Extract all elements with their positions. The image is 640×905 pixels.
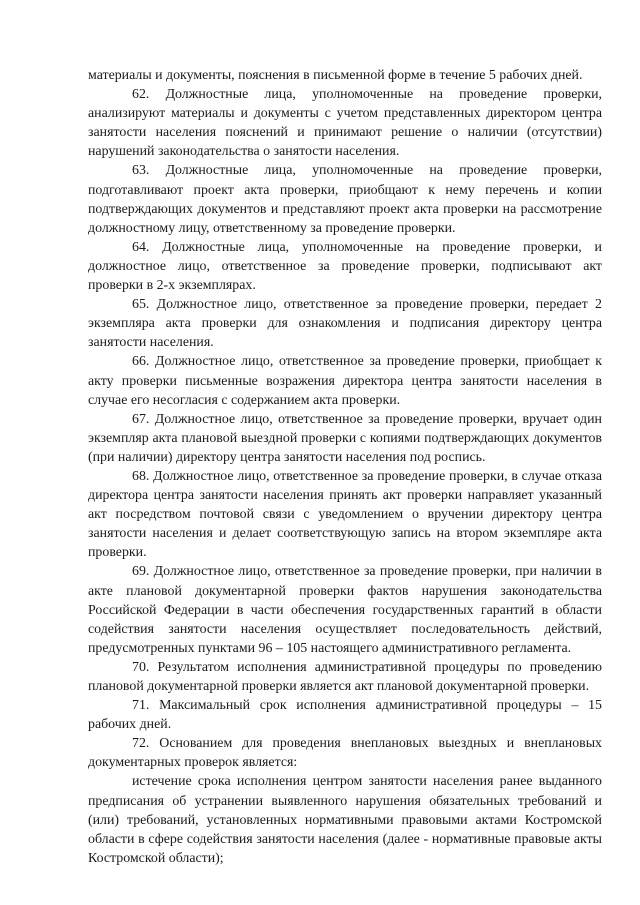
paragraph-68: 68. Должностное лицо, ответственное за проведение проверки, в случае отказа директора центра занятости населения принять акт проверки направляет указанный акт посредством почтовой связи с уведомлением о вручении директору центра занятости населения и делает соответствующую запись на втором экземпляре акта проверки. (88, 468, 602, 561)
paragraph-64: 64. Должностные лица, уполномоченные на проведение проверки, и должностное лицо, ответственное за проведение проверки, подписывают акт проверки в 2-х экземплярах. (88, 239, 602, 294)
paragraph-continuation: материалы и документы, пояснения в письменной форме в течение 5 рабочих дней. (88, 68, 583, 83)
paragraph-65: 65. Должностное лицо, ответственное за проведение проверки, передает 2 экземпляра акта проверки для ознакомления и подписания директору центра занятости населения. (88, 297, 602, 351)
paragraph-69: 69. Должностное лицо, ответственное за проведение проверки, при наличии в акте плановой документарной проверки фактов нарушения законодательства Российской Федерации в части обеспечения государственных гарантий в области содействия занятости населения осуществляет последовательность действий, предусмотренных пунктами 96 – 105 настоящего административного регламента. (88, 564, 602, 656)
paragraph-70: 70. Результатом исполнения административной процедуры по проведению плановой документарной проверки является акт плановой документарной проверки. (88, 659, 602, 694)
paragraph-67: 67. Должностное лицо, ответственное за проведение проверки, вручает один экземпляр акта плановой выездной проверки с копиями подтверждающих документов (при наличии) директору центра занятости населения под роспись. (88, 411, 602, 465)
paragraph-66: 66. Должностное лицо, ответственное за проведение проверки, приобщает к акту проверки письменные возражения директора центра занятости населения в случае его несогласия с содержанием акта проверки. (88, 354, 602, 408)
paragraph-72: 72. Основанием для проведения внеплановых выездных и внеплановых документарных проверок является: (88, 736, 602, 771)
paragraph-72-item: истечение срока исполнения центром занятости населения ранее выданного предписания об устранении выявленного нарушения обязательных требований и (или) требований, установленных нормативными правовыми актами Костромской области в сфере содействия занятости населения (далее - нормативные правовые акты Костромской области); (88, 774, 602, 866)
paragraph-62: 62. Должностные лица, уполномоченные на проведение проверки, анализируют материалы и документы с учетом представленных директором центра занятости населения пояснений и принимают решение о наличии (отсутствии) нарушений законодательства о занятости населения. (88, 87, 602, 160)
paragraph-71: 71. Максимальный срок исполнения административной процедуры – 15 рабочих дней. (88, 698, 602, 733)
paragraph-63: 63. Должностные лица, уполномоченные на проведение проверки, подготавливают проект акта проверки, приобщают к нему перечень и копии подтверждающих документов и представляют проект акта проверки на рассмотрение должностному лицу, ответственному за проведение проверки. (88, 163, 602, 236)
